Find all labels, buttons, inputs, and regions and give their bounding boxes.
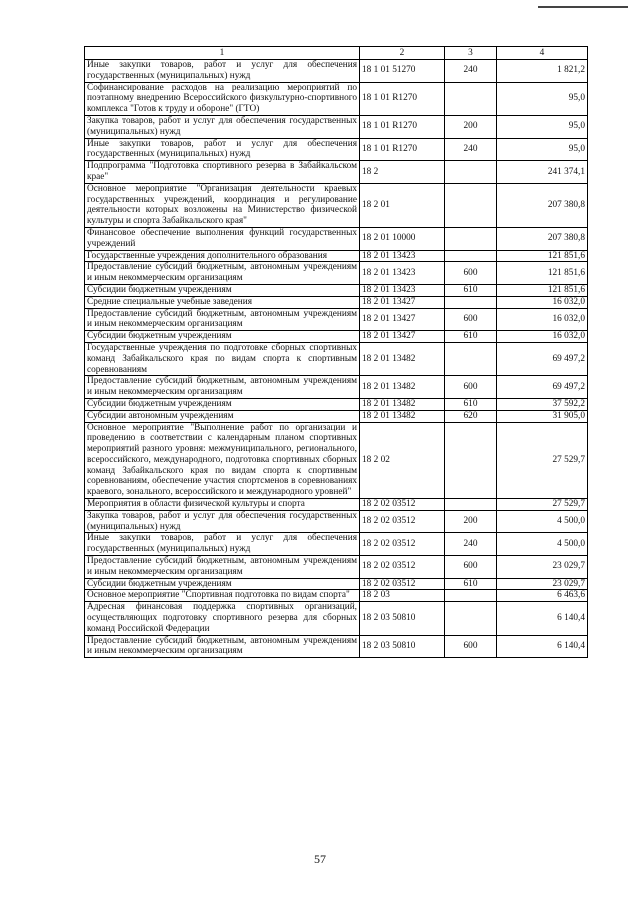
row-expense-type: 600 bbox=[445, 376, 497, 399]
document-page bbox=[84, 46, 587, 658]
table-row bbox=[85, 376, 588, 399]
row-amount: 16 032,0 bbox=[497, 308, 588, 331]
header-col-3: 3 bbox=[445, 47, 497, 60]
row-amount: 121 851,6 bbox=[497, 250, 588, 262]
row-amount: 241 374,1 bbox=[497, 161, 588, 184]
page-number: 57 bbox=[314, 852, 326, 866]
row-name: Субсидии бюджетным учреждениям bbox=[85, 578, 360, 590]
table-row bbox=[85, 422, 588, 499]
row-expense-type bbox=[445, 82, 497, 115]
row-name: Мероприятия в области физической культуры и спорта bbox=[85, 499, 360, 511]
row-code: 18 2 01 bbox=[360, 183, 445, 227]
row-code: 18 1 01 R1270 bbox=[360, 115, 445, 138]
row-name: Предоставление субсидий бюджетным, автономным учреждениям и иным некоммерческим организациям bbox=[85, 262, 360, 285]
table-row bbox=[85, 115, 588, 138]
row-name: Закупка товаров, работ и услуг для обеспечения государственных (муниципальных) нужд bbox=[85, 115, 360, 138]
table-row bbox=[85, 556, 588, 579]
row-name: Субсидии бюджетным учреждениям bbox=[85, 284, 360, 296]
row-code: 18 2 01 13427 bbox=[360, 296, 445, 308]
row-name: Адресная финансовая поддержка спортивных организаций, осуществляющих подготовку спортивного резерва для сборных команд Российской Федерации bbox=[85, 602, 360, 635]
row-expense-type bbox=[445, 296, 497, 308]
row-amount: 1 821,2 bbox=[497, 60, 588, 83]
header-col-1: 1 bbox=[85, 47, 360, 60]
table-row bbox=[85, 331, 588, 343]
row-code: 18 2 01 13427 bbox=[360, 308, 445, 331]
row-code: 18 2 02 bbox=[360, 422, 445, 499]
row-expense-type: 610 bbox=[445, 398, 497, 410]
table-row bbox=[85, 342, 588, 375]
table-row bbox=[85, 161, 588, 184]
row-name: Субсидии бюджетным учреждениям bbox=[85, 398, 360, 410]
table-row bbox=[85, 533, 588, 556]
row-amount: 4 500,0 bbox=[497, 510, 588, 533]
row-expense-type: 200 bbox=[445, 115, 497, 138]
row-expense-type bbox=[445, 227, 497, 250]
row-amount: 27 529,7 bbox=[497, 422, 588, 499]
row-expense-type bbox=[445, 342, 497, 375]
table-row bbox=[85, 284, 588, 296]
row-code: 18 2 01 13482 bbox=[360, 398, 445, 410]
table-row bbox=[85, 227, 588, 250]
table-row bbox=[85, 296, 588, 308]
row-code: 18 2 03 50810 bbox=[360, 635, 445, 658]
table-row bbox=[85, 590, 588, 602]
row-amount: 69 497,2 bbox=[497, 342, 588, 375]
row-code: 18 2 03 bbox=[360, 590, 445, 602]
table-row bbox=[85, 398, 588, 410]
table-row bbox=[85, 138, 588, 161]
row-name: Предоставление субсидий бюджетным, автономным учреждениям и иным некоммерческим организациям bbox=[85, 635, 360, 658]
row-name: Подпрограмма "Подготовка спортивного резерва в Забайкальском крае" bbox=[85, 161, 360, 184]
row-code: 18 2 01 13482 bbox=[360, 376, 445, 399]
row-name: Иные закупки товаров, работ и услуг для обеспечения государственных (муниципальных) нужд bbox=[85, 138, 360, 161]
table-row bbox=[85, 308, 588, 331]
row-name: Закупка товаров, работ и услуг для обеспечения государственных (муниципальных) нужд bbox=[85, 510, 360, 533]
row-amount: 95,0 bbox=[497, 138, 588, 161]
row-amount: 23 029,7 bbox=[497, 578, 588, 590]
row-expense-type: 600 bbox=[445, 262, 497, 285]
row-expense-type bbox=[445, 250, 497, 262]
row-code: 18 2 01 13482 bbox=[360, 342, 445, 375]
row-expense-type bbox=[445, 183, 497, 227]
row-amount: 121 851,6 bbox=[497, 262, 588, 285]
row-expense-type: 200 bbox=[445, 510, 497, 533]
row-amount: 95,0 bbox=[497, 115, 588, 138]
row-expense-type: 240 bbox=[445, 60, 497, 83]
row-amount: 16 032,0 bbox=[497, 296, 588, 308]
row-amount: 23 029,7 bbox=[497, 556, 588, 579]
row-expense-type: 600 bbox=[445, 556, 497, 579]
row-name: Предоставление субсидий бюджетным, автономным учреждениям и иным некоммерческим организациям bbox=[85, 308, 360, 331]
row-expense-type: 240 bbox=[445, 533, 497, 556]
row-code: 18 2 01 13423 bbox=[360, 250, 445, 262]
row-expense-type: 240 bbox=[445, 138, 497, 161]
row-amount: 6 463,6 bbox=[497, 590, 588, 602]
row-name: Финансовое обеспечение выполнения функций государственных учреждений bbox=[85, 227, 360, 250]
table-row bbox=[85, 510, 588, 533]
row-amount: 37 592,2 bbox=[497, 398, 588, 410]
row-code: 18 2 02 03512 bbox=[360, 556, 445, 579]
budget-table bbox=[84, 46, 588, 658]
row-name: Основное мероприятие "Организация деятельности краевых государственных учреждений, координация и регулирование деятельности которых возложены на Министерство физической культуры и спорта Забайкальского края" bbox=[85, 183, 360, 227]
row-code: 18 2 01 13427 bbox=[360, 331, 445, 343]
table-row bbox=[85, 635, 588, 658]
row-name: Иные закупки товаров, работ и услуг для обеспечения государственных (муниципальных) нужд bbox=[85, 60, 360, 83]
row-name: Средние специальные учебные заведения bbox=[85, 296, 360, 308]
row-code: 18 2 01 10000 bbox=[360, 227, 445, 250]
row-name: Предоставление субсидий бюджетным, автономным учреждениям и иным некоммерческим организациям bbox=[85, 556, 360, 579]
row-code: 18 2 03 50810 bbox=[360, 602, 445, 635]
row-expense-type: 610 bbox=[445, 331, 497, 343]
row-expense-type: 600 bbox=[445, 308, 497, 331]
row-expense-type: 610 bbox=[445, 578, 497, 590]
row-expense-type: 600 bbox=[445, 635, 497, 658]
table-row bbox=[85, 262, 588, 285]
row-code: 18 1 01 51270 bbox=[360, 60, 445, 83]
row-amount: 4 500,0 bbox=[497, 533, 588, 556]
row-amount: 31 905,0 bbox=[497, 410, 588, 422]
row-code: 18 2 bbox=[360, 161, 445, 184]
row-code: 18 2 01 13423 bbox=[360, 284, 445, 296]
table-row bbox=[85, 183, 588, 227]
row-name: Иные закупки товаров, работ и услуг для обеспечения государственных (муниципальных) нужд bbox=[85, 533, 360, 556]
row-name: Субсидии бюджетным учреждениям bbox=[85, 331, 360, 343]
row-code: 18 2 02 03512 bbox=[360, 499, 445, 511]
table-row bbox=[85, 60, 588, 83]
row-code: 18 1 01 R1270 bbox=[360, 82, 445, 115]
row-amount: 69 497,2 bbox=[497, 376, 588, 399]
row-code: 18 2 01 13482 bbox=[360, 410, 445, 422]
row-expense-type: 610 bbox=[445, 284, 497, 296]
row-name: Государственные учреждения дополнительного образования bbox=[85, 250, 360, 262]
table-header-row bbox=[85, 47, 588, 60]
row-name: Государственные учреждения по подготовке сборных спортивных команд Забайкальского края по видам спорта к спортивным соревнованиям bbox=[85, 342, 360, 375]
scan-artifact-line bbox=[538, 6, 628, 8]
row-code: 18 2 02 03512 bbox=[360, 578, 445, 590]
row-amount: 16 032,0 bbox=[497, 331, 588, 343]
table-row bbox=[85, 602, 588, 635]
row-amount: 27 529,7 bbox=[497, 499, 588, 511]
row-amount: 6 140,4 bbox=[497, 602, 588, 635]
table-row bbox=[85, 250, 588, 262]
row-name: Субсидии автономным учреждениям bbox=[85, 410, 360, 422]
table-row bbox=[85, 578, 588, 590]
table-body bbox=[85, 60, 588, 658]
row-expense-type bbox=[445, 161, 497, 184]
header-col-2: 2 bbox=[360, 47, 445, 60]
row-amount: 95,0 bbox=[497, 82, 588, 115]
row-expense-type bbox=[445, 499, 497, 511]
row-expense-type: 620 bbox=[445, 410, 497, 422]
row-name: Основное мероприятие "Спортивная подготовка по видам спорта" bbox=[85, 590, 360, 602]
table-row bbox=[85, 82, 588, 115]
row-code: 18 1 01 R1270 bbox=[360, 138, 445, 161]
row-name: Основное мероприятие "Выполнение работ по организации и проведению в соответствии с календарным планом спортивных мероприятий разного уровня: межмуниципального, регионального, всероссийского, международного, подготовка спортивных сборных команд Забайкальского края по видам спорта к спортивным соревнованиям, обеспечение участия спортсменов в соревнованиях краевого, зонального, всероссийского и международного уровней" bbox=[85, 422, 360, 499]
row-amount: 121 851,6 bbox=[497, 284, 588, 296]
row-amount: 207 380,8 bbox=[497, 227, 588, 250]
row-expense-type bbox=[445, 422, 497, 499]
row-code: 18 2 02 03512 bbox=[360, 510, 445, 533]
row-name: Предоставление субсидий бюджетным, автономным учреждениям и иным некоммерческим организациям bbox=[85, 376, 360, 399]
row-code: 18 2 01 13423 bbox=[360, 262, 445, 285]
row-amount: 207 380,8 bbox=[497, 183, 588, 227]
header-col-4: 4 bbox=[497, 47, 588, 60]
row-expense-type bbox=[445, 602, 497, 635]
table-row bbox=[85, 499, 588, 511]
row-amount: 6 140,4 bbox=[497, 635, 588, 658]
row-expense-type bbox=[445, 590, 497, 602]
table-row bbox=[85, 410, 588, 422]
row-code: 18 2 02 03512 bbox=[360, 533, 445, 556]
row-name: Софинансирование расходов на реализацию мероприятий по поэтапному внедрению Всероссийского физкультурно-спортивного комплекса "Готов к труду и обороне" (ГТО) bbox=[85, 82, 360, 115]
